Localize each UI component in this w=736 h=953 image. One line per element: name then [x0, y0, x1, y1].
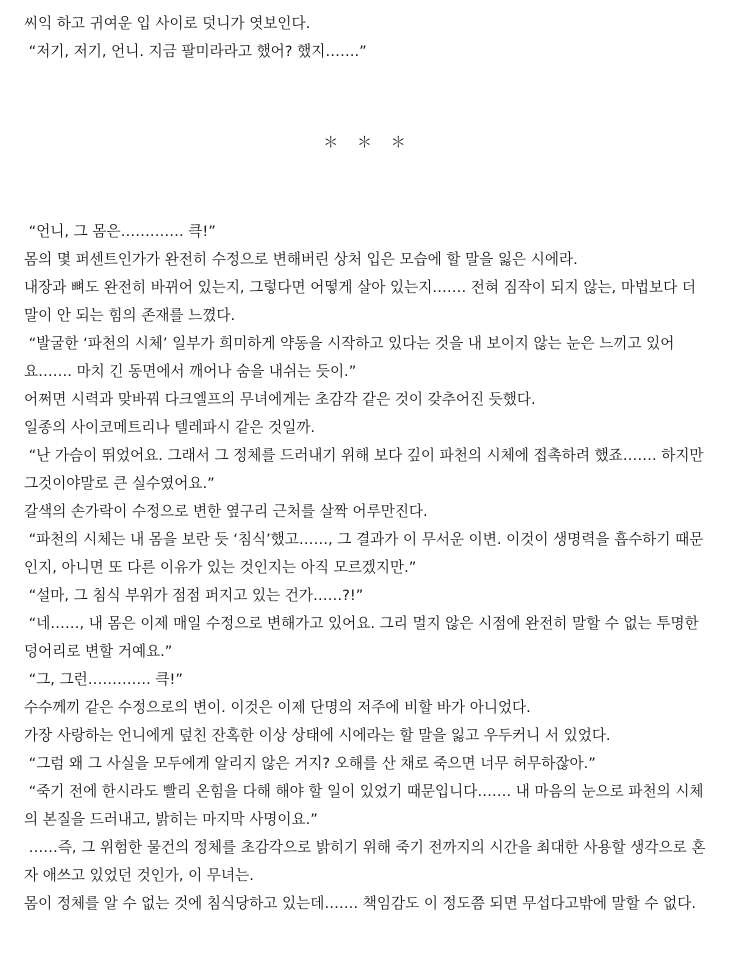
paragraph: “설마, 그 침식 부위가 점점 퍼지고 있는 건가……?!” — [24, 587, 364, 604]
paragraph: “네……, 내 몸은 이제 매일 수정으로 변해가고 있어요. 그리 멀지 않은 시점에 완전히 말할 수 없는 투명한 덩어리로 변할 거예요.” — [24, 615, 704, 660]
paragraph: 내장과 뼈도 완전히 바뀌어 있는지, 그렇다면 어떻게 살아 있는지……. 전혀 짐작이 되지 않는, 마법보다 더 말이 안 되는 힘의 존재를 느꼈다. — [24, 279, 701, 324]
paragraph: “죽기 전에 한시라도 빨리 온힘을 다해 해야 할 일이 있었기 때문입니다……. 내 마음의 눈으로 파천의 시체의 본질을 드러내고, 밝히는 마지막 사명이요.” — [24, 783, 704, 828]
paragraph: ……즉, 그 위험한 물건의 정체를 초감각으로 밝히기 위해 죽기 전까지의 시간을 최대한 사용할 생각으로 혼자 애쓰고 있었던 것인가, 이 무녀는. — [24, 839, 706, 884]
paragraph: 씨익 하고 귀여운 입 사이로 덧니가 엿보인다. — [24, 15, 311, 32]
body-text-group — [24, 218, 712, 918]
paragraph: 수수께끼 같은 수정으로의 변이. 이것은 이제 단명의 저주에 비할 바가 아니었다. — [24, 699, 531, 716]
paragraph: “파천의 시체는 내 몸을 보란 듯 ‘침식’했고……, 그 결과가 이 무서운 이변. 이것이 생명력을 흡수하기 때문인지, 아니면 또 다른 이유가 있는 것인지는 아직 모르겠지만.” — [24, 531, 704, 576]
paragraph: 일종의 사이코메트리나 텔레파시 같은 것일까. — [24, 419, 316, 436]
paragraph: 몸의 몇 퍼센트인가가 완전히 수정으로 변해버린 상처 입은 모습에 할 말을 잃은 시에라. — [24, 251, 578, 268]
paragraph: 갈색의 손가락이 수정으로 변한 옆구리 근처를 살짝 어루만진다. — [24, 503, 428, 520]
top-text-group — [24, 10, 712, 66]
paragraph: “그럼 왜 그 사실을 모두에게 알리지 않은 거지? 오해를 산 채로 죽으면 너무 허무하잖아.” — [24, 755, 596, 772]
paragraph: “난 가슴이 뛰었어요. 그래서 그 정체를 드러내기 위해 보다 깊이 파천의 시체에 접촉하려 했죠……. 하지만 그것이야말로 큰 실수였어요.” — [24, 447, 709, 492]
paragraph: “그, 그런…………. 큭!” — [24, 671, 183, 688]
vertical-spacer — [24, 66, 712, 128]
paragraph: “저기, 저기, 언니. 지금 팔미라라고 했어? 했지…….” — [24, 43, 367, 60]
paragraph: 몸이 정체를 알 수 없는 것에 침식당하고 있는데……. 책임감도 이 정도쯤 되면 무섭다고밖에 말할 수 없다. — [24, 895, 696, 912]
paragraph: “언니, 그 몸은…………. 큭!” — [24, 223, 216, 240]
scene-divider: ＊ ＊ ＊ — [323, 133, 413, 151]
paragraph: 가장 사랑하는 언니에게 덮친 잔혹한 이상 상태에 시에라는 할 말을 잃고 우두커니 서 있었다. — [24, 727, 611, 744]
paragraph: 어쩌면 시력과 맞바꿔 다크엘프의 무녀에게는 초감각 같은 것이 갖추어진 듯했다. — [24, 391, 536, 408]
paragraph: “발굴한 ‘파천의 시체’ 일부가 희미하게 약동을 시작하고 있다는 것을 내 보이지 않는 눈은 느끼고 있어요……. 마치 긴 동면에서 깨어나 숨을 내쉬는 듯이.” — [24, 335, 675, 380]
vertical-spacer — [24, 156, 712, 218]
